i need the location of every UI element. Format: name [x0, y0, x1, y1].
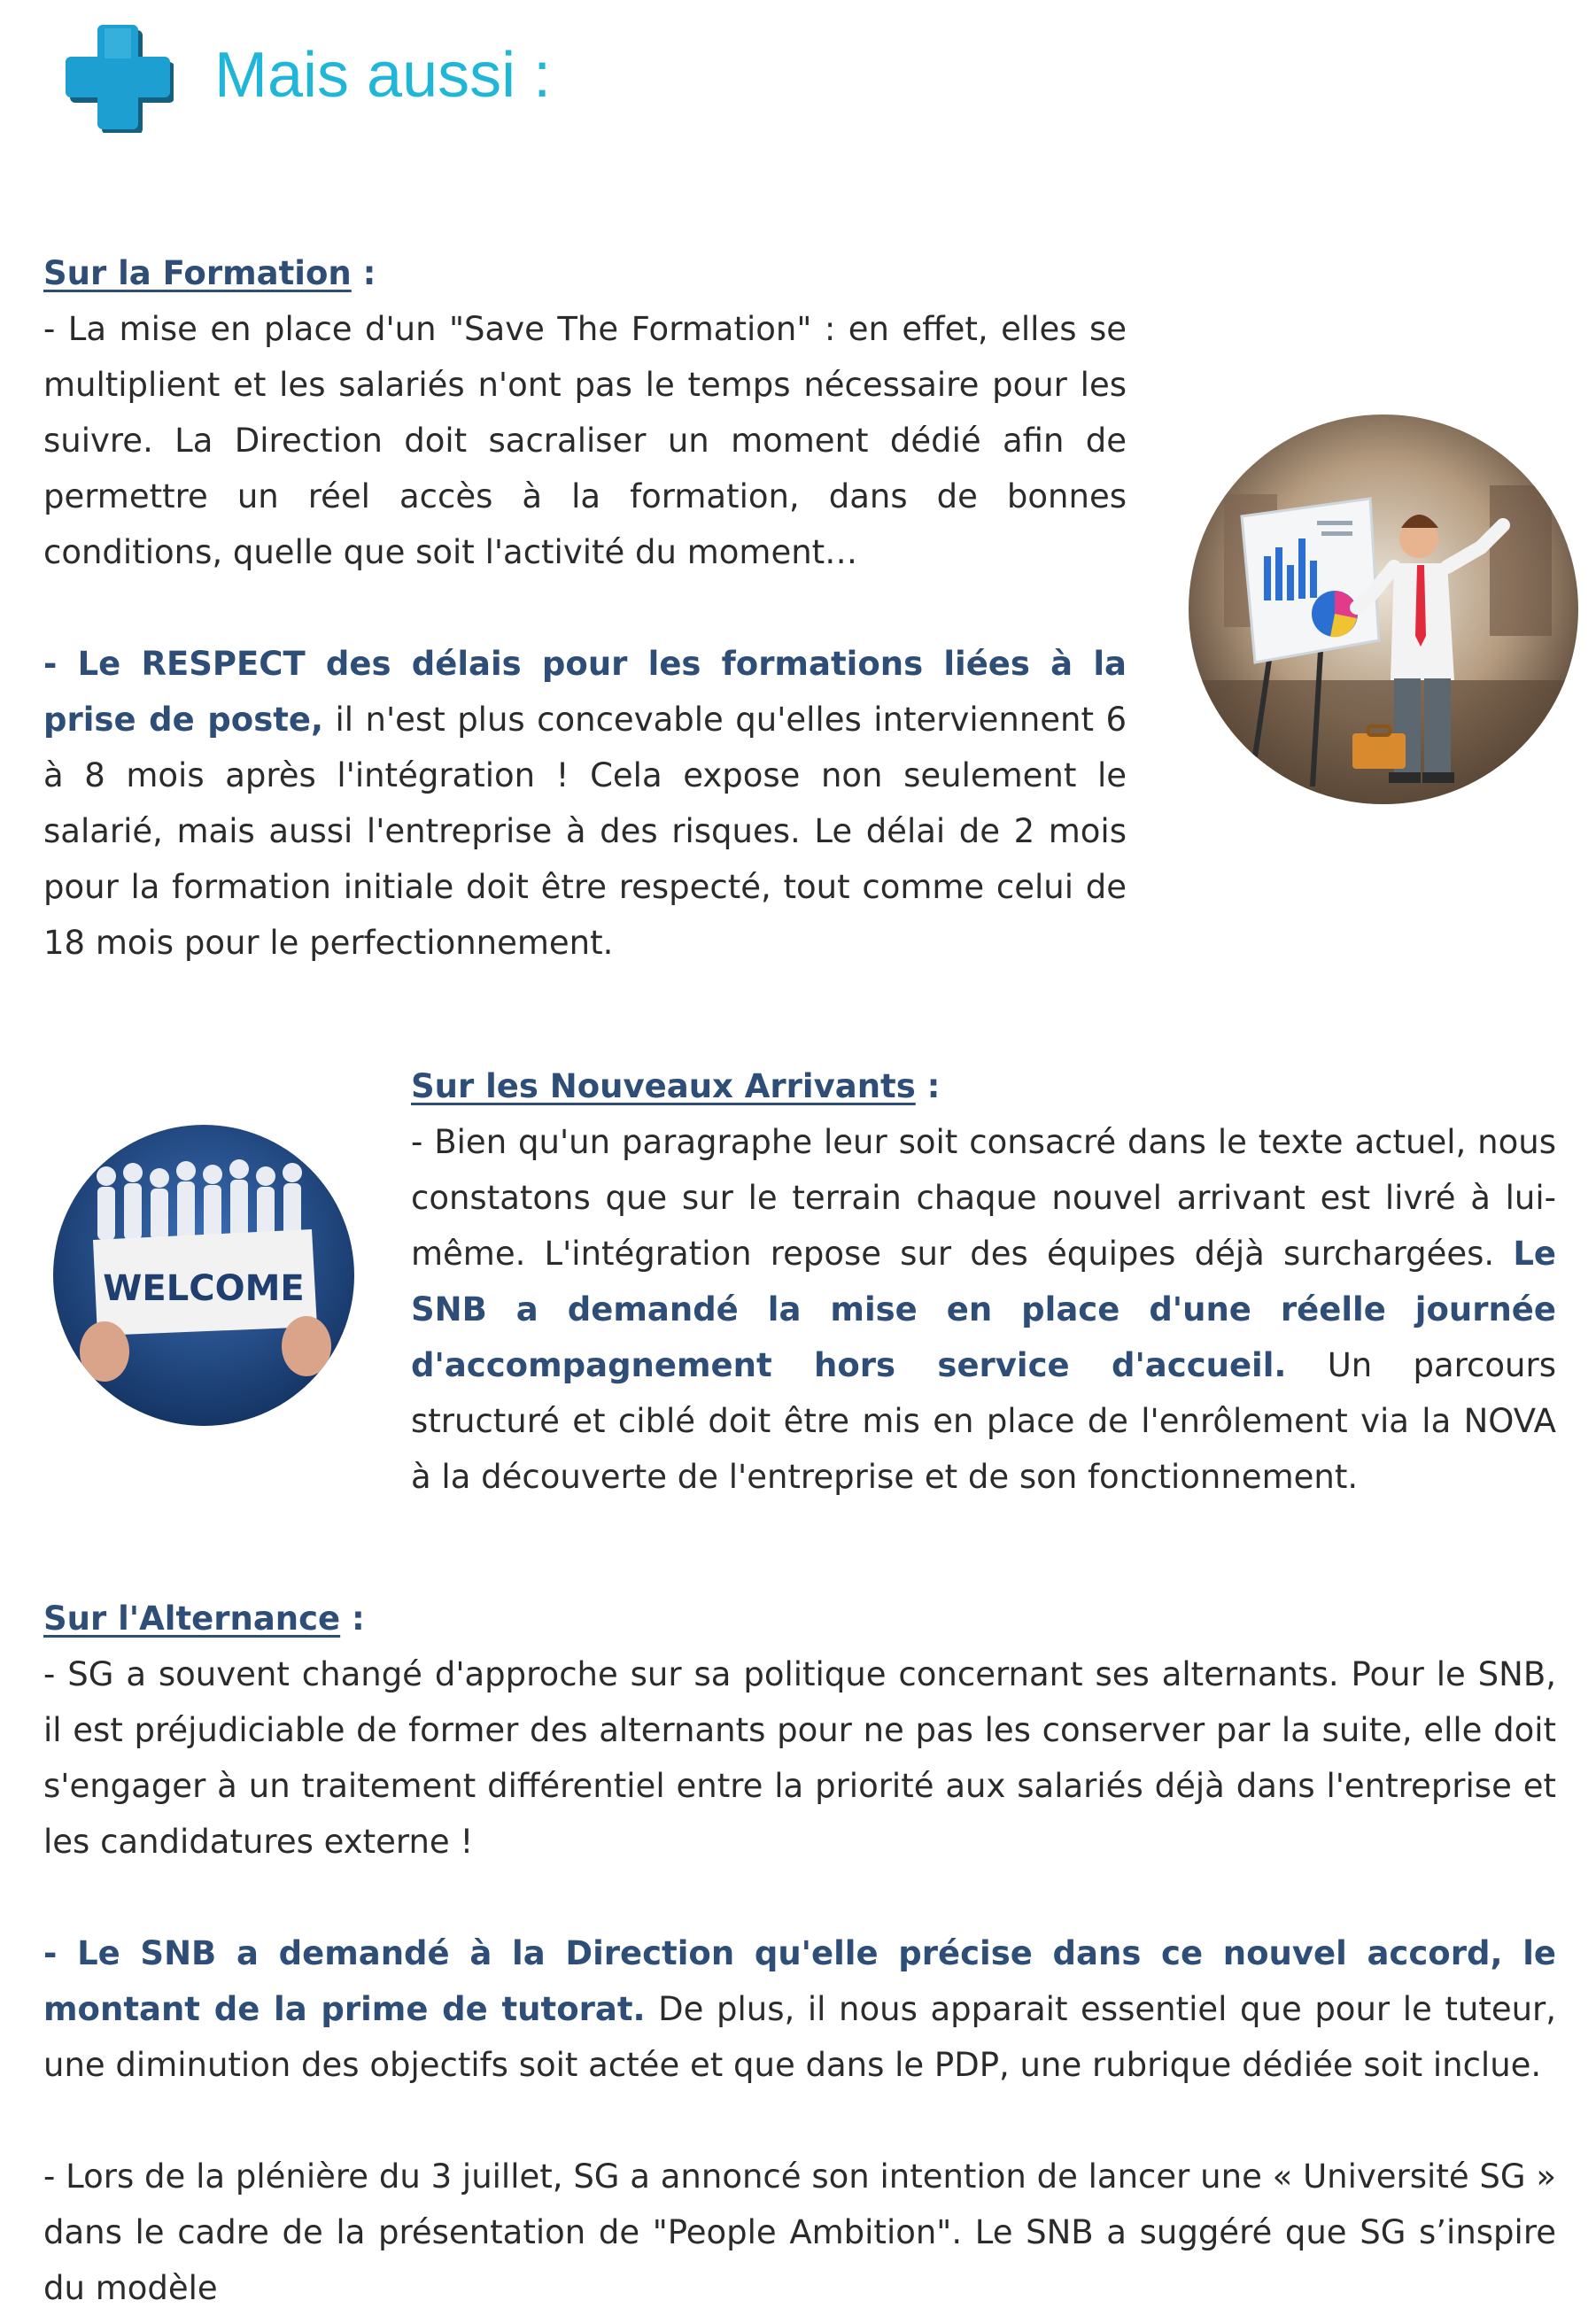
nouveaux-title: Sur les Nouveaux Arrivants	[411, 1067, 916, 1105]
nouveaux-p1-end: Un parcours structuré et ciblé doit être mis en place de l'enrôlement via la NOVA à la découverte de l'entreprise et de son fonctionnement.	[411, 1346, 1556, 1496]
page-title: Mais aussi :	[214, 40, 552, 111]
welcome-sign-text: WELCOME	[103, 1268, 305, 1309]
alternance-paragraph-1: - SG a souvent changé d'approche sur sa politique concernant ses alternants. Pour le SNB, il est préjudiciable de former des alternants pour ne pas les conserver par la suite, elle doit s'engager à un traitement différentiel entre la priorité aux salariés déjà dans l'entreprise et les candidatures externe !	[43, 1655, 1556, 1861]
alternance-p2-prefix: -	[43, 1934, 78, 1972]
nouveaux-paragraph	[411, 1114, 1556, 1505]
nouveaux-section	[411, 1058, 1556, 1505]
alternance-section	[43, 1591, 1556, 2316]
nouveaux-heading	[411, 1058, 1556, 1114]
alternance-p2-rest: De plus, il nous apparait essentiel que pour le tuteur, une diminution des objectifs soit actée et que dans le PDP, une rubrique dédiée soit inclue.	[43, 1990, 1557, 2084]
alternance-paragraph-3: - Lors de la plénière du 3 juillet, SG a annoncé son intention de lancer une « Université SG » dans le cadre de la présentation de "People Ambition". Le SNB a suggéré que SG s’inspire du modèle	[43, 2157, 1556, 2307]
nouveaux-p1-bold: Le SNB a demandé la mise en place d'une réelle journée d'accompagnement hors service d'accueil.	[411, 1235, 1556, 1384]
welcome-illustration	[53, 1125, 354, 1426]
alternance-heading	[43, 1591, 1556, 1646]
formation-p2-bold: Le RESPECT des délais pour les formations liées à la prise de poste,	[43, 645, 1127, 739]
formation-paragraph-1: - La mise en place d'un "Save The Formation" : en effet, elles se multiplient et les salariés n'ont pas le temps nécessaire pour les suivre. La Direction doit sacraliser un moment dédié afin de permettre un réel accès à la formation, dans de bonnes conditions, quelle que soit l'activité du moment…	[43, 310, 1127, 571]
formation-heading	[43, 245, 1127, 301]
plus-icon	[58, 18, 174, 133]
formation-p2-prefix: -	[43, 645, 78, 683]
formation-section	[43, 245, 1127, 971]
alternance-title: Sur l'Alternance	[43, 1600, 341, 1638]
alternance-title-suffix: :	[340, 1600, 365, 1638]
nouveaux-p1-start: - Bien qu'un paragraphe leur soit consacré dans le texte actuel, nous constatons que sur le terrain chaque nouvel arrivant est livré à lui-même. L'intégration repose sur des équipes déjà surchargées.	[411, 1123, 1556, 1273]
formation-p2-rest: il n'est plus concevable qu'elles interviennent 6 à 8 mois après l'intégration ! Cela expose non seulement le salarié, mais aussi l'entreprise à des risques. Le délai de 2 mois pour la formation initiale doit être respecté, tout comme celui de 18 mois pour le perfectionnement.	[43, 701, 1127, 962]
nouveaux-title-suffix: :	[915, 1067, 941, 1105]
formation-illustration	[1189, 414, 1578, 804]
alternance-p2-bold: Le SNB a demandé à la Direction qu'elle précise dans ce nouvel accord, le montant de la prime de tutorat.	[43, 1934, 1556, 2028]
alternance-paragraph-2	[43, 1925, 1556, 2093]
presenter-illustration	[1189, 414, 1578, 804]
formation-paragraph-2	[43, 636, 1127, 971]
page-header	[58, 18, 551, 133]
formation-title: Sur la Formation	[43, 254, 352, 292]
welcome-image	[53, 1125, 354, 1426]
formation-title-suffix: :	[351, 254, 376, 292]
